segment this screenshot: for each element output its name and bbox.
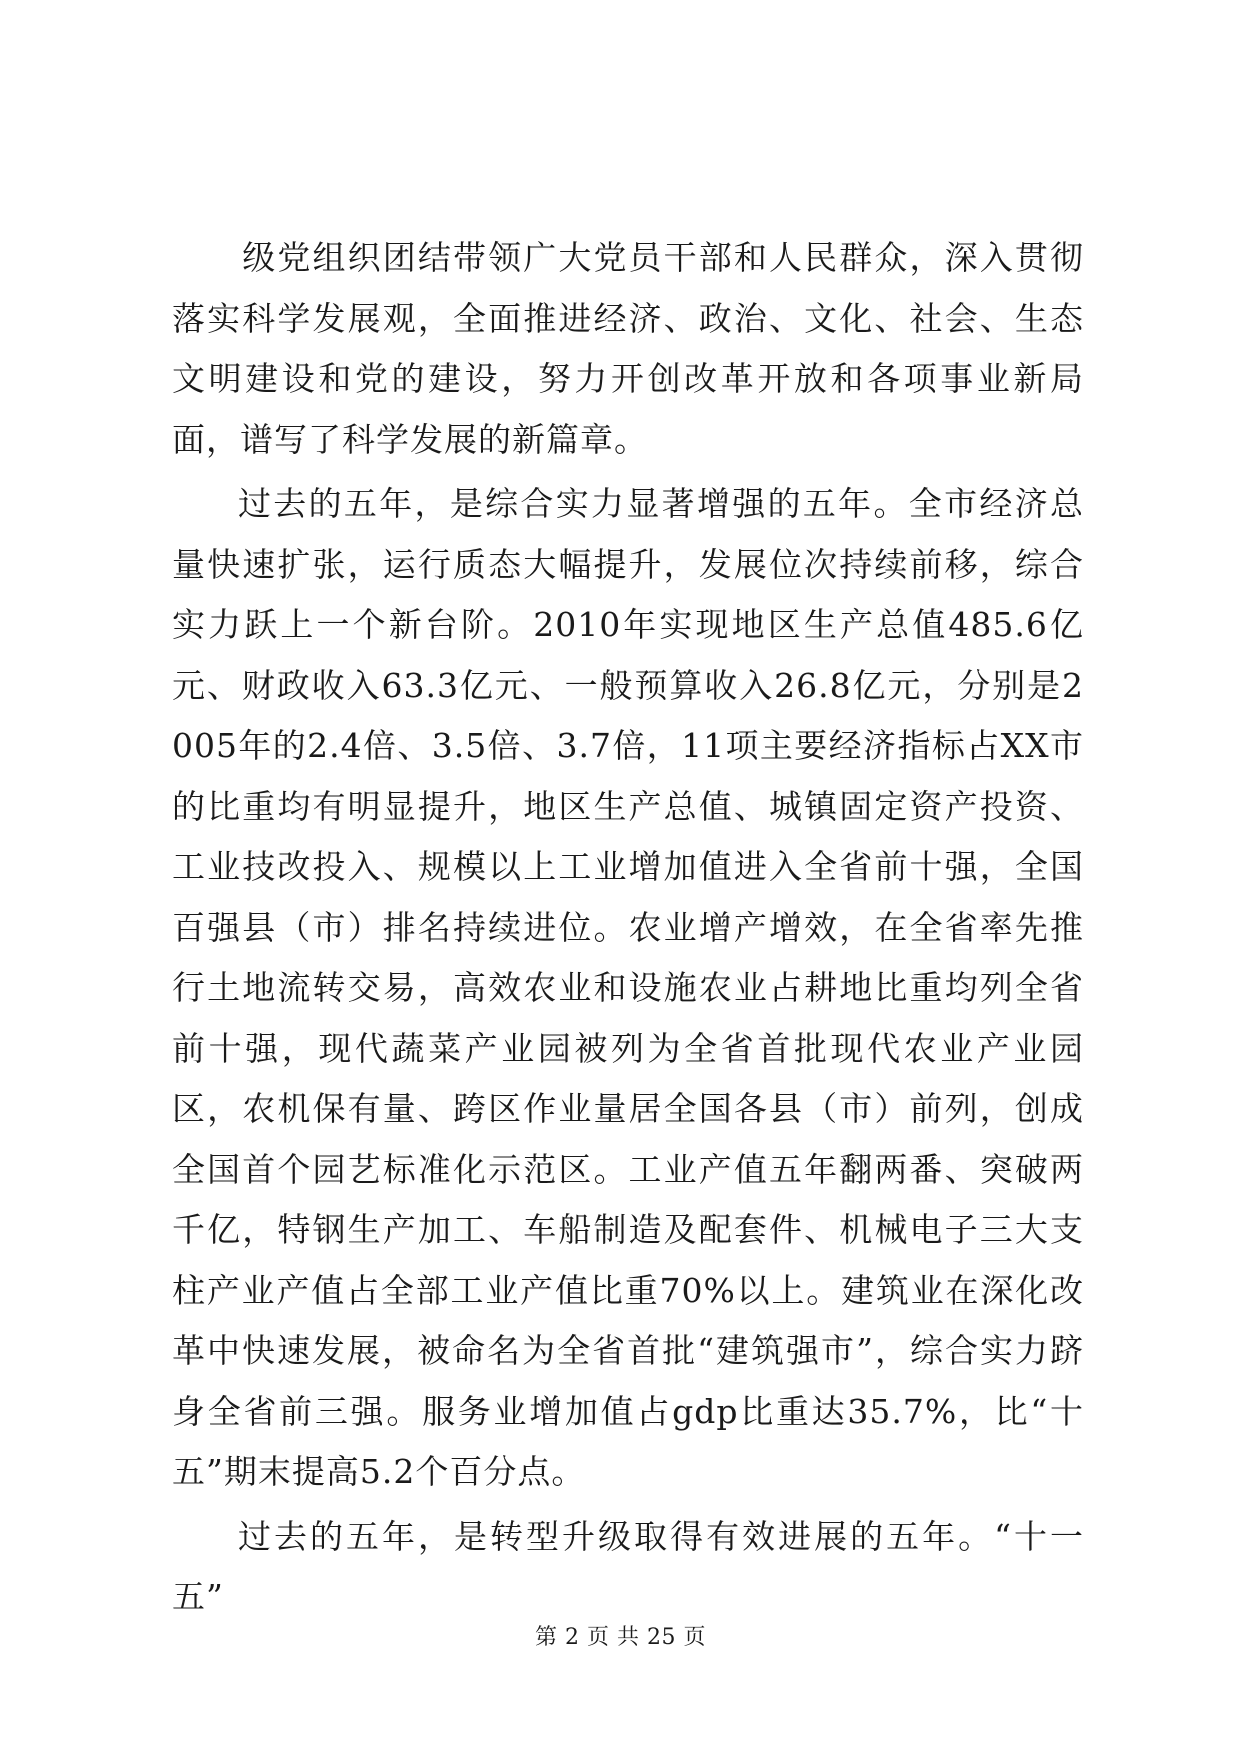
paragraph-economic-strength: 过去的五年，是综合实力显著增强的五年。全市经济总量快速扩张，运行质态大幅提升，发展位次持续前移，综合实力跃上一个新台阶。2010年实现地区生产总值485.6亿元、财政收入63.3亿元、一般预算收入26.8亿元，分别是2005年的2.4倍、3.5倍、3.7倍，11项主要经济指标占XX市的比重均有明显提升，地区生产总值、城镇固定资产投资、工业技改投入、规模以上工业增加值进入全省前十强，全国百强县（市）排名持续进位。农业增产增效，在全省率先推行土地流转交易，高效农业和设施农业占耕地比重均列全省前十强，现代蔬菜产业园被列为全省首批现代农业产业园区，农机保有量、跨区作业量居全国各县（市）前列，创成全国首个园艺标准化示范区。工业产值五年翻两番、突破两千亿，特钢生产加工、车船制造及配套件、机械电子三大支柱产业产值占全部工业产值比重70%以上。建筑业在深化改革中快速发展，被命名为全省首批“建筑强市”，综合实力跻身全省前三强。服务业增加值占gdp比重达35.7%，比“十五”期末提高5.2个百分点。 bbox=[172, 484, 1084, 1491]
body-text bbox=[172, 228, 1084, 1628]
page-footer: 第 2 页 共 25 页 bbox=[535, 1625, 706, 1650]
paragraph-continuation: 级党组织团结带领广大党员干部和人民群众，深入贯彻落实科学发展观，全面推进经济、政治、文化、社会、生态文明建设和党的建设，努力开创改革开放和各项事业新局面，谱写了科学发展的新篇章。 bbox=[172, 238, 1084, 459]
paragraph-transformation: 过去的五年，是转型升级取得有效进展的五年。“十一五” bbox=[172, 1516, 1084, 1616]
